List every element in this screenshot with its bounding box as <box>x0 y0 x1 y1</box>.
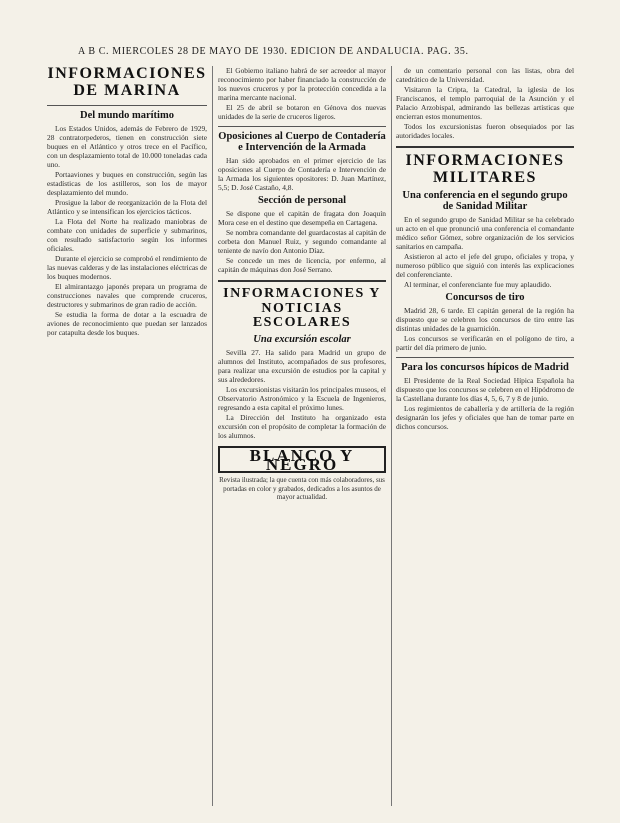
column-2 <box>218 66 386 816</box>
article-paragraph: Asistieron al acto el jefe del grupo, oficiales y tropa, y numeroso público que siguió con interés las explicaciones del conferenciante. <box>396 251 574 279</box>
section-title-escolares: INFORMACIONES Y NOTICIAS ESCOLARES <box>223 286 381 331</box>
section-title-militares: INFORMACIONES MILITARES <box>405 152 565 186</box>
article-paragraph: Se estudia la forma de dotar a la escuadra de aviones de reconocimiento que puedan ser lanzados por catapulta desde los buques. <box>47 309 207 337</box>
advertisement-text: Revista ilustrada; la que cuenta con más colaboradores, sus portadas en color y grabados, dedicados a los asuntos de mayor actualidad. <box>219 476 385 502</box>
divider <box>396 146 574 148</box>
article-paragraph: Se nombra comandante del guardacostas al capitán de corbeta don Manuel Ruiz, y segundo comandante al teniente de navío don Antonio Díaz. <box>218 228 386 255</box>
article-paragraph: Visitaron la Cripta, la Catedral, la iglesia de los Franciscanos, el templo parroquial de la Asunción y el Palacio Arzobispal, admirando las bellezas artísticas que encierran estos monumentos. <box>396 85 574 121</box>
article-paragraph: En el segundo grupo de Sanidad Militar se ha celebrado un acto en el que pronunció una conferencia el comandante médico señor Gómez, sobre organización de los servicios sanitarios en campaña. <box>396 214 574 251</box>
article-paragraph: Durante el ejercicio se comprobó el rendimiento de las nuevas calderas y de las instalaciones eléctricas de los buques modernos. <box>47 253 207 281</box>
column-3 <box>396 66 574 816</box>
article-paragraph: Todos los excursionistas fueron obsequiados por las autoridades locales. <box>396 122 574 140</box>
column-divider <box>391 66 392 806</box>
article-paragraph: Se concede un mes de licencia, por enfermo, al capitán de máquinas don José Serrano. <box>218 256 386 274</box>
article-paragraph: Se dispone que el capitán de fragata don Joaquín Mora cese en el destino que desempeña en Cartagena. <box>218 209 386 227</box>
article-paragraph: El Gobierno italiano habrá de ser acreedor al mayor reconocimiento por haber financiado la construcción de los nuevos cruceros y por la protección concedida a la marina mercante nacional. <box>218 66 386 102</box>
divider <box>396 357 574 358</box>
page-header: A B C. MIERCOLES 28 DE MAYO DE 1930. EDICION DE ANDALUCIA. PAG. 35. <box>78 46 469 57</box>
article-paragraph: Los concursos se verificarán en el polígono de tiro, a partir del día primero de junio. <box>396 333 574 352</box>
section-title-marina: INFORMACIONES DE MARINA <box>47 66 207 99</box>
article-paragraph: Los Estados Unidos, además de Febrero de 1929, 28 contratorpederos, tienen en construcción siete buques en el Atlántico y otros trece en el Pacífico, con un desplazamiento total de 10.000 toneladas cada uno. <box>47 123 207 169</box>
oposiciones-title: Oposiciones al Cuerpo de Contadería e Intervención de la Armada <box>218 131 386 153</box>
article-paragraph: Madrid 28, 6 tarde. El capitán general de la región ha dispuesto que se celebren los concursos de tiro entre las distintas unidades de la guarnición. <box>396 305 574 333</box>
article-paragraph: El almirantazgo japonés prepara un programa de construcciones navales que comprende cruceros, destructores y submarinos de gran radio de acción. <box>47 281 207 309</box>
hipicos-title: Para los concursos hípicos de Madrid <box>401 361 569 373</box>
article-paragraph: La Flota del Norte ha realizado maniobras de combate con unidades de superficie y submarinos, con resultado satisfactorio según los informes oficiales. <box>47 216 207 253</box>
article-paragraph: El 25 de abril se botaron en Génova dos nuevas unidades de la serie de cruceros ligeros. <box>218 103 386 121</box>
article-paragraph: Los excursionistas visitarán los principales museos, el Observatorio Astronómico y la Escuela de Ingenieros, regresando a esta capital el próximo lunes. <box>218 385 386 413</box>
article-paragraph: El Presidente de la Real Sociedad Hípica Española ha dispuesto que los concursos se celebren en el Hipódromo de la Castellana durante los días 4, 5, 6, 7 y 8 de junio. <box>396 375 574 403</box>
article-paragraph: Portaaviones y buques en construcción, según las estadísticas de los astilleros, son los de mayor desplazamiento del mundo. <box>47 169 207 197</box>
column-1 <box>47 66 207 816</box>
tiro-title: Concursos de tiro <box>445 291 525 303</box>
article-paragraph: Prosigue la labor de reorganización de la Flota del Atlántico y se intensifican los ejercicios tácticos. <box>47 197 207 216</box>
article-paragraph: de un comentario personal con las listas, obra del catedrático de la Universidad. <box>396 66 574 84</box>
advertisement-title: BLANCO Y NEGRO <box>218 446 386 473</box>
subsection-title: Del mundo marítimo <box>80 109 174 121</box>
personal-title: Sección de personal <box>257 195 347 206</box>
divider <box>47 105 207 106</box>
militares-subtitle: Una conferencia en el segundo grupo de Sanidad Militar <box>402 189 568 212</box>
escolares-subtitle: Una excursión escolar <box>253 334 351 346</box>
column-divider <box>212 66 213 806</box>
article-paragraph: Sevilla 27. Ha salido para Madrid un grupo de alumnos del Instituto, acompañados de sus profesores, para realizar una excursión de estudios por la capital y sus alrededores. <box>218 348 386 385</box>
article-paragraph: Los regimientos de caballería y de artillería de la región designarán los jefes y oficiales que han de tomar parte en dichos concursos. <box>396 403 574 431</box>
divider <box>218 280 386 282</box>
article-paragraph: Han sido aprobados en el primer ejercicio de las oposiciones al Cuerpo de Contadería e Intervención de la Armada los siguientes opositores: D. Juan Martínez, 5,5; D. José Castaño, 4,8. <box>218 156 386 192</box>
article-paragraph: Al terminar, el conferenciante fue muy aplaudido. <box>404 279 552 289</box>
article-paragraph: La Dirección del Instituto ha organizado esta excursión con el propósito de completar la formación de los alumnos. <box>218 413 386 441</box>
divider <box>218 126 386 127</box>
